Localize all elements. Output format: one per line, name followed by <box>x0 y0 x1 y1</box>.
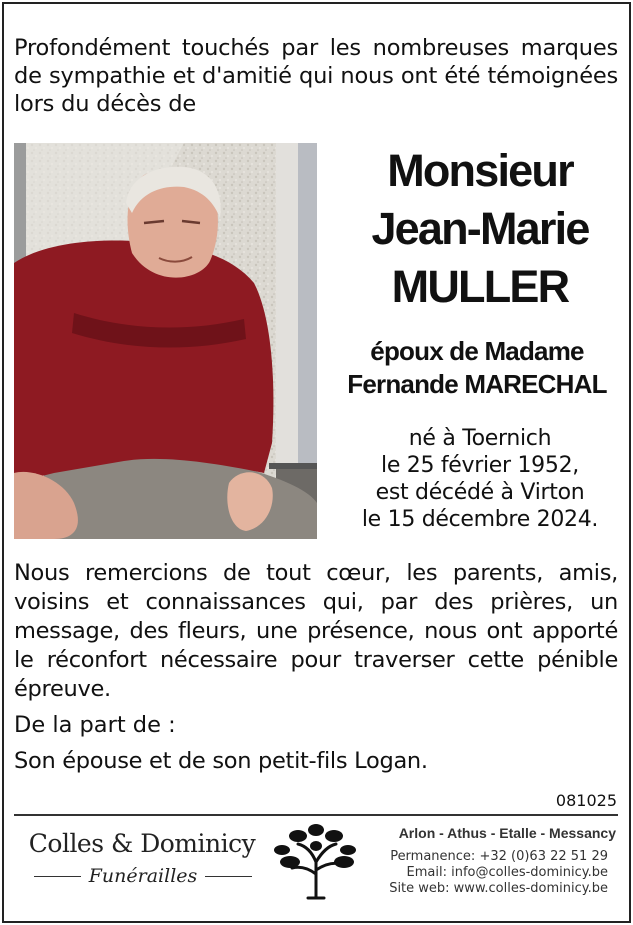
office-locations: Arlon - Athus - Etalle - Messancy <box>398 825 616 841</box>
reference-number: 081025 <box>555 791 617 810</box>
spouse-block <box>322 335 632 401</box>
funeral-home-name: Colles & Dominicy <box>28 829 256 858</box>
subtitle-rule-right <box>205 876 252 877</box>
deceased-last-name: MULLER <box>391 261 569 312</box>
deceased-name <box>330 142 630 316</box>
birth-date: le 25 février 1952, <box>381 453 579 478</box>
contact-website: Site web: www.colles-dominicy.be <box>389 881 608 896</box>
deceased-first-name: Jean-Marie <box>371 203 589 254</box>
spouse-line-2: Fernande MARECHAL <box>347 369 607 399</box>
footer-divider <box>14 814 618 816</box>
dates-block <box>330 425 630 533</box>
contact-email: Email: info@colles-dominicy.be <box>406 865 608 880</box>
death-date: le 15 décembre 2024. <box>361 507 599 532</box>
from-label: De la part de : <box>14 712 176 738</box>
spouse-line-1: époux de Madame <box>370 336 584 366</box>
thanks-text: Nous remercions de tout cœur, les parents, amis, voisins et connaissances qui, par des prières, un message, des fleurs, une présence, nous ont apporté le réconfort nécessaire pour traverser cette pénible épreuve. <box>14 560 618 702</box>
subtitle-rule-left <box>34 876 81 877</box>
family-signature: Son épouse et de son petit-fils Logan. <box>14 748 428 774</box>
death-place: est décédé à Virton <box>375 480 585 505</box>
deceased-title: Monsieur <box>387 145 573 196</box>
funeral-home-tagline: Funérailles <box>88 865 198 887</box>
portrait-illustration <box>14 143 317 539</box>
intro-text: Profondément touchés par les nombreuses marques de sympathie et d'amitié qui nous ont été témoignées lors du décès de <box>14 35 618 117</box>
contact-block <box>368 849 608 897</box>
portrait-photo <box>14 143 317 539</box>
tree-logo-icon <box>270 822 362 900</box>
funeral-home-subtitle <box>34 864 252 888</box>
birth-place: né à Toernich <box>408 426 552 451</box>
contact-phone: Permanence: +32 (0)63 22 51 29 <box>390 849 608 864</box>
